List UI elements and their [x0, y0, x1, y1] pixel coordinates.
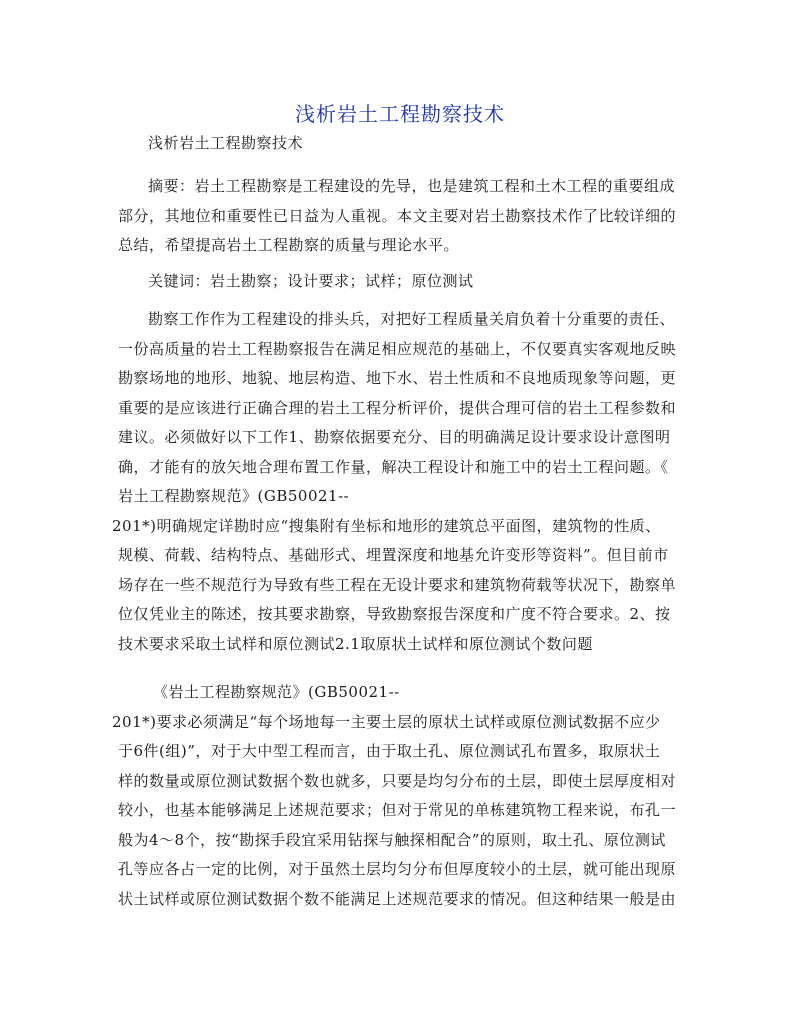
body-line: 201*)明确规定详勘时应“搜集附有坐标和地形的建筑总平面图，建筑物的性质、 [112, 516, 661, 535]
subtitle: 浅析岩土工程勘察技术 [148, 134, 304, 152]
body-line: 状土试样或原位测试数据个数不能满足上述规范要求的情况。但这种结果一般是由 [118, 889, 677, 908]
body-line: 于6件(组)”，对于大中型工程而言，由于取土孔、原位测试孔布置多，取原状土 [118, 742, 661, 760]
abstract-line: 部分，其地位和重要性已日益为人重视。本文主要对岩土勘察技术作了比较详细的 [118, 206, 677, 225]
body-line: 建议。必须做好以下工作1、勘察依据要充分、目的明确满足设计要求设计意图明 [118, 428, 671, 446]
abstract-line: 摘要：岩土工程勘察是工程建设的先导，也是建筑工程和土木工程的重要组成 [148, 177, 676, 195]
body-line: 场存在一些不规范行为导致有些工程在无设计要求和建筑物荷载等状况下，勘察单 [118, 575, 677, 594]
body-line: 较小，也基本能够满足上述规范要求；但对于常见的单栋建筑物工程来说，布孔一 [118, 801, 677, 819]
document-title: 浅析岩土工程勘察技术 [295, 102, 505, 126]
body-line: 岩土工程勘察规范》(GB50021-- [118, 487, 350, 505]
body-paragraph-1 [112, 305, 688, 659]
body-line: 勘察场地的地形、地貌、地层构造、地下水、岩土性质和不良地质现象等问题，更 [118, 369, 677, 387]
body-line: 般为4～8个，按“勘探手段宜采用钻探与触探相配合”的原则，取土孔、原位测试 [118, 830, 666, 849]
body-line: 确，才能有的放矢地合理布置工作量，解决工程设计和施工中的岩土工程问题。《 [118, 457, 669, 476]
body-line: 样的数量或原位测试数据个数也就多，只要是均匀分布的土层，即使土层厚度相对 [118, 771, 677, 790]
body-paragraph-2 [112, 678, 688, 914]
abstract-line: 总结，希望提高岩土工程勘察的质量与理论水平。 [118, 236, 460, 254]
body-line: 规模、荷载、结构特点、基础形式、埋置深度和地基允许变形等资料”。但目前市 [118, 546, 669, 564]
body-line: 位仅凭业主的陈述，按其要求勘察，导致勘察报告深度和广度不符合要求。2、按 [118, 605, 671, 623]
abstract-paragraph [118, 172, 688, 261]
body-line: 一份高质量的岩土工程勘察报告在满足相应规范的基础上，不仅要真实客观地反映 [118, 339, 677, 358]
body-line: 201*)要求必须满足“每个场地每一主要土层的原状土试样或原位测试数据不应少 [112, 712, 661, 731]
body-line: 技术要求采取土试样和原位测试2.1取原状土试样和原位测试个数问题 [118, 634, 593, 653]
subtitle-block [118, 129, 688, 159]
body-line: 重要的是应该进行正确合理的岩土工程分析评价，提供合理可信的岩土工程参数和 [118, 398, 677, 417]
body-line: 孔等应各占一定的比例，对于虽然土层均匀分布但厚度较小的土层，就可能出现原 [118, 860, 677, 878]
keywords-line: 关键词：岩土勘察；设计要求；试样；原位测试 [148, 272, 474, 290]
body-line: 《岩土工程勘察规范》(GB50021-- [153, 683, 400, 701]
body-line: 勘察工作作为工程建设的排头兵，对把好工程质量关肩负着十分重要的责任、 [148, 310, 676, 328]
keywords-paragraph [118, 267, 688, 297]
